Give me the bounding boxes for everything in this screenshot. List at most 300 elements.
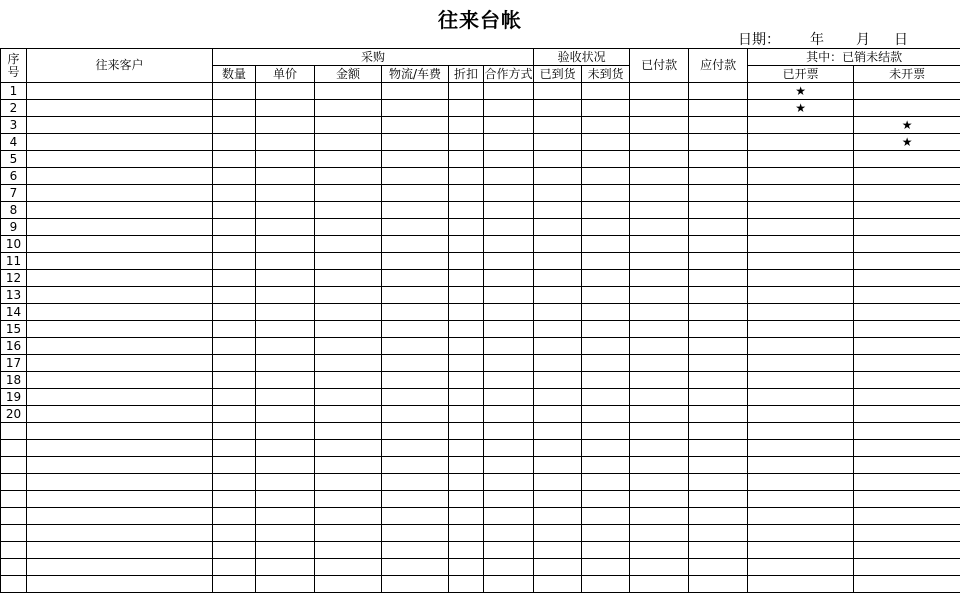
- unit-price-cell[interactable]: [256, 372, 315, 389]
- arrived-cell[interactable]: [534, 542, 582, 559]
- invoiced-cell[interactable]: [748, 185, 854, 202]
- unit-price-cell[interactable]: [256, 253, 315, 270]
- arrived-cell[interactable]: [534, 168, 582, 185]
- not-invoiced-cell[interactable]: [854, 321, 960, 338]
- seq-cell[interactable]: [1, 576, 27, 593]
- not-arrived-cell[interactable]: [582, 457, 630, 474]
- customer-cell[interactable]: [27, 559, 213, 576]
- unit-price-cell[interactable]: [256, 83, 315, 100]
- amount-cell[interactable]: [315, 117, 382, 134]
- freight-cell[interactable]: [382, 338, 449, 355]
- cooperation-cell[interactable]: [484, 491, 534, 508]
- seq-cell[interactable]: 10: [1, 236, 27, 253]
- quantity-cell[interactable]: [213, 151, 256, 168]
- quantity-cell[interactable]: [213, 406, 256, 423]
- discount-cell[interactable]: [449, 151, 484, 168]
- paid-cell[interactable]: [630, 304, 689, 321]
- invoiced-cell[interactable]: [748, 202, 854, 219]
- not-invoiced-cell[interactable]: [854, 576, 960, 593]
- invoiced-cell[interactable]: [748, 525, 854, 542]
- paid-cell[interactable]: [630, 236, 689, 253]
- invoiced-cell[interactable]: [748, 117, 854, 134]
- freight-cell[interactable]: [382, 406, 449, 423]
- payable-cell[interactable]: [689, 236, 748, 253]
- not-arrived-cell[interactable]: [582, 423, 630, 440]
- freight-cell[interactable]: [382, 253, 449, 270]
- seq-cell[interactable]: [1, 457, 27, 474]
- customer-cell[interactable]: [27, 134, 213, 151]
- paid-cell[interactable]: [630, 508, 689, 525]
- not-arrived-cell[interactable]: [582, 100, 630, 117]
- invoiced-cell[interactable]: [748, 338, 854, 355]
- freight-cell[interactable]: [382, 287, 449, 304]
- arrived-cell[interactable]: [534, 151, 582, 168]
- cooperation-cell[interactable]: [484, 236, 534, 253]
- arrived-cell[interactable]: [534, 134, 582, 151]
- not-invoiced-cell[interactable]: [854, 185, 960, 202]
- seq-cell[interactable]: 4: [1, 134, 27, 151]
- unit-price-cell[interactable]: [256, 423, 315, 440]
- payable-cell[interactable]: [689, 457, 748, 474]
- freight-cell[interactable]: [382, 100, 449, 117]
- not-invoiced-cell[interactable]: [854, 542, 960, 559]
- arrived-cell[interactable]: [534, 491, 582, 508]
- invoiced-cell[interactable]: [748, 559, 854, 576]
- arrived-cell[interactable]: [534, 440, 582, 457]
- paid-cell[interactable]: [630, 100, 689, 117]
- payable-cell[interactable]: [689, 83, 748, 100]
- discount-cell[interactable]: [449, 304, 484, 321]
- paid-cell[interactable]: [630, 83, 689, 100]
- paid-cell[interactable]: [630, 525, 689, 542]
- discount-cell[interactable]: [449, 83, 484, 100]
- unit-price-cell[interactable]: [256, 576, 315, 593]
- discount-cell[interactable]: [449, 236, 484, 253]
- invoiced-cell[interactable]: [748, 134, 854, 151]
- unit-price-cell[interactable]: [256, 151, 315, 168]
- not-invoiced-cell[interactable]: [854, 491, 960, 508]
- quantity-cell[interactable]: [213, 355, 256, 372]
- not-arrived-cell[interactable]: [582, 236, 630, 253]
- customer-cell[interactable]: [27, 474, 213, 491]
- customer-cell[interactable]: [27, 236, 213, 253]
- quantity-cell[interactable]: [213, 372, 256, 389]
- amount-cell[interactable]: [315, 423, 382, 440]
- discount-cell[interactable]: [449, 508, 484, 525]
- quantity-cell[interactable]: [213, 202, 256, 219]
- freight-cell[interactable]: [382, 304, 449, 321]
- invoiced-cell[interactable]: [748, 236, 854, 253]
- seq-cell[interactable]: [1, 423, 27, 440]
- amount-cell[interactable]: [315, 134, 382, 151]
- cooperation-cell[interactable]: [484, 372, 534, 389]
- not-arrived-cell[interactable]: [582, 83, 630, 100]
- payable-cell[interactable]: [689, 338, 748, 355]
- unit-price-cell[interactable]: [256, 168, 315, 185]
- freight-cell[interactable]: [382, 202, 449, 219]
- paid-cell[interactable]: [630, 253, 689, 270]
- not-invoiced-cell[interactable]: [854, 219, 960, 236]
- not-invoiced-cell[interactable]: [854, 406, 960, 423]
- amount-cell[interactable]: [315, 559, 382, 576]
- seq-cell[interactable]: 17: [1, 355, 27, 372]
- invoiced-cell[interactable]: [748, 321, 854, 338]
- quantity-cell[interactable]: [213, 508, 256, 525]
- not-arrived-cell[interactable]: [582, 389, 630, 406]
- arrived-cell[interactable]: [534, 474, 582, 491]
- quantity-cell[interactable]: [213, 219, 256, 236]
- not-invoiced-cell[interactable]: [854, 287, 960, 304]
- paid-cell[interactable]: [630, 287, 689, 304]
- payable-cell[interactable]: [689, 253, 748, 270]
- invoiced-cell[interactable]: [748, 151, 854, 168]
- amount-cell[interactable]: [315, 474, 382, 491]
- quantity-cell[interactable]: [213, 457, 256, 474]
- customer-cell[interactable]: [27, 202, 213, 219]
- invoiced-cell[interactable]: [748, 576, 854, 593]
- seq-cell[interactable]: 6: [1, 168, 27, 185]
- freight-cell[interactable]: [382, 389, 449, 406]
- unit-price-cell[interactable]: [256, 355, 315, 372]
- not-arrived-cell[interactable]: [582, 338, 630, 355]
- unit-price-cell[interactable]: [256, 440, 315, 457]
- arrived-cell[interactable]: [534, 389, 582, 406]
- amount-cell[interactable]: [315, 287, 382, 304]
- arrived-cell[interactable]: [534, 576, 582, 593]
- not-arrived-cell[interactable]: [582, 440, 630, 457]
- unit-price-cell[interactable]: [256, 338, 315, 355]
- cooperation-cell[interactable]: [484, 525, 534, 542]
- cooperation-cell[interactable]: [484, 219, 534, 236]
- payable-cell[interactable]: [689, 406, 748, 423]
- not-invoiced-cell[interactable]: [854, 423, 960, 440]
- not-invoiced-cell[interactable]: [854, 100, 960, 117]
- seq-cell[interactable]: 5: [1, 151, 27, 168]
- customer-cell[interactable]: [27, 423, 213, 440]
- seq-cell[interactable]: [1, 474, 27, 491]
- arrived-cell[interactable]: [534, 321, 582, 338]
- payable-cell[interactable]: [689, 134, 748, 151]
- freight-cell[interactable]: [382, 559, 449, 576]
- unit-price-cell[interactable]: [256, 525, 315, 542]
- payable-cell[interactable]: [689, 474, 748, 491]
- seq-cell[interactable]: 18: [1, 372, 27, 389]
- amount-cell[interactable]: [315, 83, 382, 100]
- customer-cell[interactable]: [27, 185, 213, 202]
- payable-cell[interactable]: [689, 100, 748, 117]
- freight-cell[interactable]: [382, 270, 449, 287]
- discount-cell[interactable]: [449, 372, 484, 389]
- customer-cell[interactable]: [27, 372, 213, 389]
- quantity-cell[interactable]: [213, 253, 256, 270]
- not-invoiced-cell[interactable]: [854, 508, 960, 525]
- cooperation-cell[interactable]: [484, 423, 534, 440]
- arrived-cell[interactable]: [534, 117, 582, 134]
- payable-cell[interactable]: [689, 185, 748, 202]
- customer-cell[interactable]: [27, 304, 213, 321]
- invoiced-cell[interactable]: [748, 270, 854, 287]
- seq-cell[interactable]: [1, 525, 27, 542]
- amount-cell[interactable]: [315, 576, 382, 593]
- freight-cell[interactable]: [382, 440, 449, 457]
- payable-cell[interactable]: [689, 304, 748, 321]
- discount-cell[interactable]: [449, 423, 484, 440]
- payable-cell[interactable]: [689, 542, 748, 559]
- amount-cell[interactable]: [315, 406, 382, 423]
- paid-cell[interactable]: [630, 185, 689, 202]
- discount-cell[interactable]: [449, 474, 484, 491]
- paid-cell[interactable]: [630, 321, 689, 338]
- payable-cell[interactable]: [689, 423, 748, 440]
- customer-cell[interactable]: [27, 219, 213, 236]
- paid-cell[interactable]: [630, 559, 689, 576]
- amount-cell[interactable]: [315, 253, 382, 270]
- not-arrived-cell[interactable]: [582, 253, 630, 270]
- amount-cell[interactable]: [315, 508, 382, 525]
- paid-cell[interactable]: [630, 219, 689, 236]
- amount-cell[interactable]: [315, 542, 382, 559]
- not-invoiced-cell[interactable]: [854, 457, 960, 474]
- not-arrived-cell[interactable]: [582, 304, 630, 321]
- unit-price-cell[interactable]: [256, 134, 315, 151]
- invoiced-cell[interactable]: [748, 219, 854, 236]
- cooperation-cell[interactable]: [484, 304, 534, 321]
- not-invoiced-cell[interactable]: [854, 338, 960, 355]
- customer-cell[interactable]: [27, 321, 213, 338]
- arrived-cell[interactable]: [534, 355, 582, 372]
- payable-cell[interactable]: [689, 321, 748, 338]
- discount-cell[interactable]: [449, 355, 484, 372]
- invoiced-cell[interactable]: [748, 372, 854, 389]
- payable-cell[interactable]: [689, 219, 748, 236]
- not-arrived-cell[interactable]: [582, 117, 630, 134]
- arrived-cell[interactable]: [534, 406, 582, 423]
- amount-cell[interactable]: [315, 355, 382, 372]
- payable-cell[interactable]: [689, 525, 748, 542]
- seq-cell[interactable]: 19: [1, 389, 27, 406]
- invoiced-cell[interactable]: ★: [748, 83, 854, 100]
- invoiced-cell[interactable]: [748, 508, 854, 525]
- cooperation-cell[interactable]: [484, 185, 534, 202]
- amount-cell[interactable]: [315, 491, 382, 508]
- customer-cell[interactable]: [27, 270, 213, 287]
- not-arrived-cell[interactable]: [582, 168, 630, 185]
- invoiced-cell[interactable]: [748, 389, 854, 406]
- quantity-cell[interactable]: [213, 83, 256, 100]
- not-invoiced-cell[interactable]: [854, 83, 960, 100]
- not-arrived-cell[interactable]: [582, 372, 630, 389]
- seq-cell[interactable]: [1, 542, 27, 559]
- seq-cell[interactable]: [1, 559, 27, 576]
- invoiced-cell[interactable]: [748, 287, 854, 304]
- unit-price-cell[interactable]: [256, 491, 315, 508]
- amount-cell[interactable]: [315, 321, 382, 338]
- discount-cell[interactable]: [449, 100, 484, 117]
- unit-price-cell[interactable]: [256, 321, 315, 338]
- customer-cell[interactable]: [27, 440, 213, 457]
- freight-cell[interactable]: [382, 151, 449, 168]
- paid-cell[interactable]: [630, 491, 689, 508]
- cooperation-cell[interactable]: [484, 270, 534, 287]
- freight-cell[interactable]: [382, 168, 449, 185]
- unit-price-cell[interactable]: [256, 185, 315, 202]
- arrived-cell[interactable]: [534, 423, 582, 440]
- not-invoiced-cell[interactable]: [854, 253, 960, 270]
- unit-price-cell[interactable]: [256, 117, 315, 134]
- cooperation-cell[interactable]: [484, 559, 534, 576]
- quantity-cell[interactable]: [213, 559, 256, 576]
- amount-cell[interactable]: [315, 525, 382, 542]
- customer-cell[interactable]: [27, 491, 213, 508]
- payable-cell[interactable]: [689, 202, 748, 219]
- discount-cell[interactable]: [449, 525, 484, 542]
- not-invoiced-cell[interactable]: [854, 372, 960, 389]
- unit-price-cell[interactable]: [256, 219, 315, 236]
- arrived-cell[interactable]: [534, 508, 582, 525]
- customer-cell[interactable]: [27, 542, 213, 559]
- paid-cell[interactable]: [630, 423, 689, 440]
- customer-cell[interactable]: [27, 338, 213, 355]
- amount-cell[interactable]: [315, 219, 382, 236]
- invoiced-cell[interactable]: [748, 406, 854, 423]
- not-arrived-cell[interactable]: [582, 491, 630, 508]
- seq-cell[interactable]: [1, 440, 27, 457]
- not-invoiced-cell[interactable]: [854, 168, 960, 185]
- amount-cell[interactable]: [315, 304, 382, 321]
- customer-cell[interactable]: [27, 457, 213, 474]
- paid-cell[interactable]: [630, 474, 689, 491]
- payable-cell[interactable]: [689, 508, 748, 525]
- payable-cell[interactable]: [689, 491, 748, 508]
- unit-price-cell[interactable]: [256, 457, 315, 474]
- paid-cell[interactable]: [630, 406, 689, 423]
- quantity-cell[interactable]: [213, 576, 256, 593]
- amount-cell[interactable]: [315, 202, 382, 219]
- seq-cell[interactable]: 3: [1, 117, 27, 134]
- paid-cell[interactable]: [630, 117, 689, 134]
- discount-cell[interactable]: [449, 287, 484, 304]
- cooperation-cell[interactable]: [484, 474, 534, 491]
- seq-cell[interactable]: 12: [1, 270, 27, 287]
- amount-cell[interactable]: [315, 236, 382, 253]
- not-arrived-cell[interactable]: [582, 474, 630, 491]
- unit-price-cell[interactable]: [256, 100, 315, 117]
- not-arrived-cell[interactable]: [582, 559, 630, 576]
- not-arrived-cell[interactable]: [582, 406, 630, 423]
- payable-cell[interactable]: [689, 389, 748, 406]
- arrived-cell[interactable]: [534, 83, 582, 100]
- cooperation-cell[interactable]: [484, 134, 534, 151]
- quantity-cell[interactable]: [213, 168, 256, 185]
- freight-cell[interactable]: [382, 185, 449, 202]
- quantity-cell[interactable]: [213, 474, 256, 491]
- customer-cell[interactable]: [27, 576, 213, 593]
- discount-cell[interactable]: [449, 134, 484, 151]
- cooperation-cell[interactable]: [484, 440, 534, 457]
- freight-cell[interactable]: [382, 423, 449, 440]
- customer-cell[interactable]: [27, 117, 213, 134]
- discount-cell[interactable]: [449, 389, 484, 406]
- not-arrived-cell[interactable]: [582, 134, 630, 151]
- cooperation-cell[interactable]: [484, 83, 534, 100]
- freight-cell[interactable]: [382, 83, 449, 100]
- cooperation-cell[interactable]: [484, 389, 534, 406]
- discount-cell[interactable]: [449, 270, 484, 287]
- paid-cell[interactable]: [630, 576, 689, 593]
- paid-cell[interactable]: [630, 270, 689, 287]
- not-invoiced-cell[interactable]: [854, 236, 960, 253]
- not-invoiced-cell[interactable]: [854, 202, 960, 219]
- arrived-cell[interactable]: [534, 253, 582, 270]
- not-invoiced-cell[interactable]: [854, 559, 960, 576]
- arrived-cell[interactable]: [534, 219, 582, 236]
- seq-cell[interactable]: 16: [1, 338, 27, 355]
- not-arrived-cell[interactable]: [582, 151, 630, 168]
- discount-cell[interactable]: [449, 253, 484, 270]
- discount-cell[interactable]: [449, 185, 484, 202]
- payable-cell[interactable]: [689, 559, 748, 576]
- discount-cell[interactable]: [449, 559, 484, 576]
- cooperation-cell[interactable]: [484, 355, 534, 372]
- quantity-cell[interactable]: [213, 423, 256, 440]
- paid-cell[interactable]: [630, 151, 689, 168]
- paid-cell[interactable]: [630, 202, 689, 219]
- unit-price-cell[interactable]: [256, 474, 315, 491]
- unit-price-cell[interactable]: [256, 236, 315, 253]
- cooperation-cell[interactable]: [484, 151, 534, 168]
- discount-cell[interactable]: [449, 321, 484, 338]
- cooperation-cell[interactable]: [484, 287, 534, 304]
- not-arrived-cell[interactable]: [582, 321, 630, 338]
- customer-cell[interactable]: [27, 287, 213, 304]
- discount-cell[interactable]: [449, 491, 484, 508]
- unit-price-cell[interactable]: [256, 542, 315, 559]
- payable-cell[interactable]: [689, 440, 748, 457]
- freight-cell[interactable]: [382, 117, 449, 134]
- freight-cell[interactable]: [382, 491, 449, 508]
- arrived-cell[interactable]: [534, 559, 582, 576]
- discount-cell[interactable]: [449, 406, 484, 423]
- freight-cell[interactable]: [382, 525, 449, 542]
- invoiced-cell[interactable]: ★: [748, 100, 854, 117]
- freight-cell[interactable]: [382, 219, 449, 236]
- invoiced-cell[interactable]: [748, 542, 854, 559]
- amount-cell[interactable]: [315, 151, 382, 168]
- not-arrived-cell[interactable]: [582, 542, 630, 559]
- amount-cell[interactable]: [315, 372, 382, 389]
- payable-cell[interactable]: [689, 355, 748, 372]
- arrived-cell[interactable]: [534, 287, 582, 304]
- customer-cell[interactable]: [27, 83, 213, 100]
- quantity-cell[interactable]: [213, 287, 256, 304]
- discount-cell[interactable]: [449, 457, 484, 474]
- customer-cell[interactable]: [27, 100, 213, 117]
- seq-cell[interactable]: 9: [1, 219, 27, 236]
- quantity-cell[interactable]: [213, 100, 256, 117]
- quantity-cell[interactable]: [213, 542, 256, 559]
- discount-cell[interactable]: [449, 202, 484, 219]
- quantity-cell[interactable]: [213, 117, 256, 134]
- cooperation-cell[interactable]: [484, 457, 534, 474]
- paid-cell[interactable]: [630, 372, 689, 389]
- not-invoiced-cell[interactable]: [854, 389, 960, 406]
- paid-cell[interactable]: [630, 355, 689, 372]
- amount-cell[interactable]: [315, 338, 382, 355]
- not-invoiced-cell[interactable]: ★: [854, 134, 960, 151]
- cooperation-cell[interactable]: [484, 321, 534, 338]
- not-invoiced-cell[interactable]: [854, 440, 960, 457]
- cooperation-cell[interactable]: [484, 576, 534, 593]
